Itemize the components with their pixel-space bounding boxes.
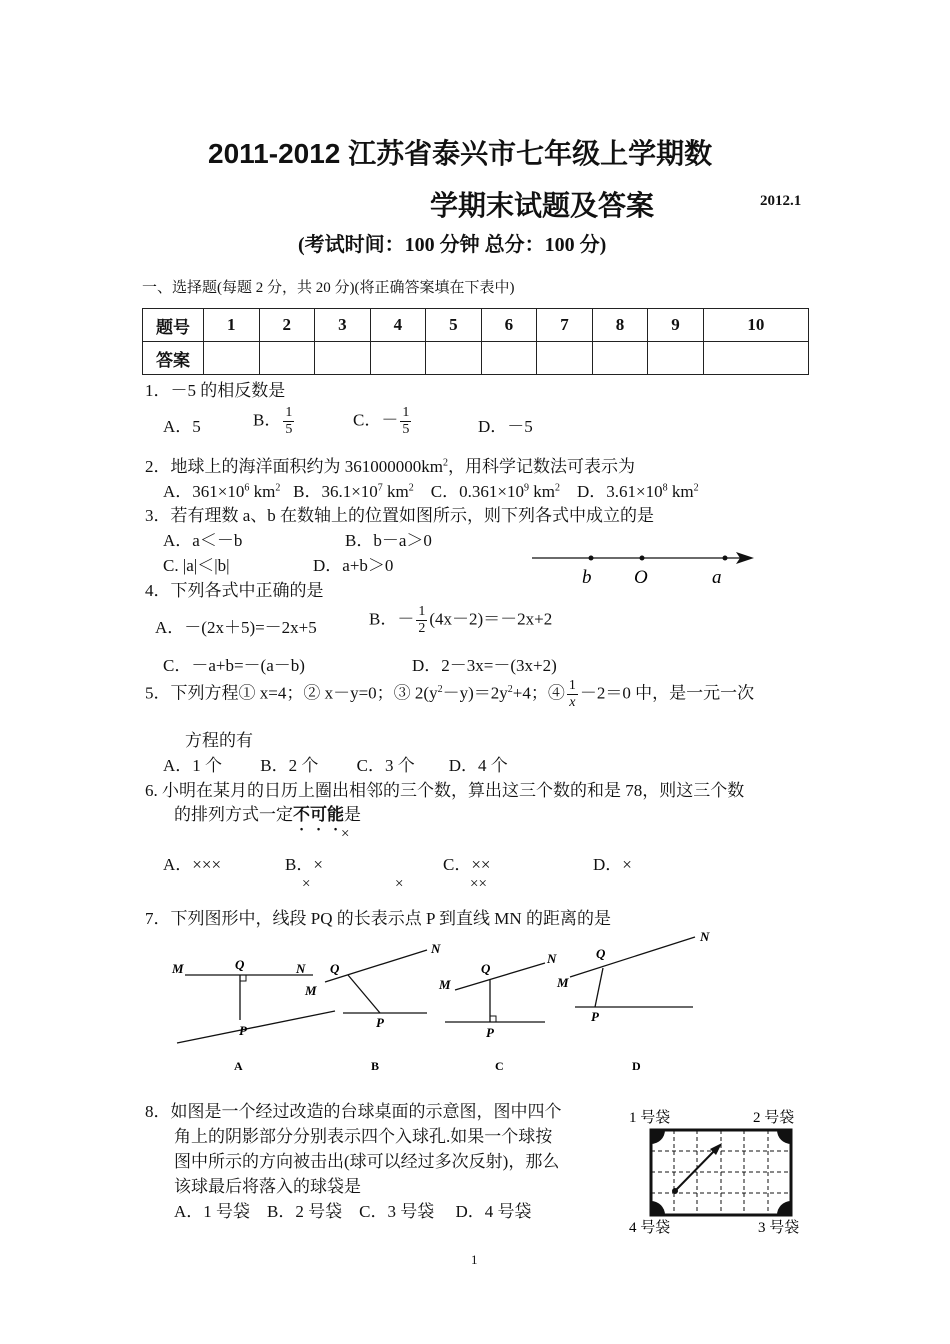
- q4-stem: 4．下列各式中正确的是: [145, 581, 324, 600]
- unit: km: [667, 482, 694, 501]
- table-cell-number: 2: [259, 309, 315, 342]
- stem-text: 5．下列方程① x=4；② x－y=0；③ 2(y: [145, 683, 438, 703]
- table-cell-number: 7: [537, 309, 593, 342]
- table-cell-number: 9: [648, 309, 704, 342]
- q4-option-c: C．－a+b=－(a－b): [163, 656, 305, 675]
- table-cell-number: 6: [481, 309, 537, 342]
- q3-option-c: C. |a|＜|b|: [163, 556, 230, 575]
- pocket-4: [651, 1201, 665, 1215]
- table-cell-label: 题号: [143, 309, 204, 342]
- superscript: 2: [554, 482, 560, 494]
- page-title-line2: 学期末试题及答案: [430, 190, 655, 221]
- fraction-numerator: 1: [402, 405, 410, 420]
- emphasized-text: 不可能: [293, 805, 344, 824]
- page-number: 1: [471, 1252, 478, 1267]
- ball: [672, 1188, 678, 1194]
- q1-option-a: A．5: [163, 417, 201, 436]
- answer-cell[interactable]: [370, 342, 426, 375]
- option-text: C．0.361×10: [430, 482, 524, 501]
- q8-line2: 角上的阴影部分分别表示四个入球孔.如果一个球按: [174, 1127, 553, 1146]
- label-m: M: [305, 983, 317, 998]
- answer-cell[interactable]: [259, 342, 315, 375]
- q2-options: [163, 477, 699, 502]
- exam-date: 2012.1: [760, 193, 802, 209]
- table-cell-number: 10: [703, 309, 808, 342]
- label-m: M: [439, 977, 451, 992]
- q2-stem-text: ，用科学记数法可表示为: [447, 457, 635, 476]
- q2-option-d: [577, 482, 699, 501]
- q2-option-b: [293, 482, 414, 501]
- label-q: Q: [330, 961, 340, 976]
- q6-d-under: ×: [395, 876, 404, 892]
- stem-text: +4；④: [512, 683, 565, 703]
- stem-text: 的排列方式一定: [174, 805, 293, 824]
- unit: km: [528, 482, 555, 501]
- figure-b: [304, 941, 441, 1073]
- label-m: M: [172, 961, 184, 976]
- figure-c: [438, 951, 557, 1073]
- pocket-3: [777, 1201, 791, 1215]
- label-m: M: [557, 975, 569, 990]
- q2-option-a: [163, 482, 280, 501]
- q1-option-b: [253, 405, 296, 438]
- number-line-figure: [528, 545, 758, 590]
- fraction-denominator: x: [569, 695, 576, 710]
- option-text: D．3.61×10: [576, 482, 663, 501]
- stem-text: －2＝0 中，是一元一次: [579, 683, 755, 703]
- billiard-table-figure: [625, 1104, 820, 1239]
- q4-option-b: [369, 604, 552, 637]
- superscript: 7: [377, 482, 383, 494]
- point-a: [723, 556, 728, 561]
- answer-cell[interactable]: [315, 342, 371, 375]
- fraction-numerator: 1: [418, 604, 426, 619]
- figure-a: [171, 957, 335, 1073]
- label-q: Q: [596, 946, 606, 961]
- q8-line1: 8．如图是一个经过改造的台球桌面的示意图，图中四个: [145, 1102, 562, 1121]
- point-b: [589, 556, 594, 561]
- answer-cell[interactable]: [592, 342, 648, 375]
- figure-label-b: B: [371, 1059, 380, 1073]
- pocket-1: [651, 1130, 665, 1144]
- option-text: B．－: [369, 609, 415, 629]
- q6-stem-line2: [174, 800, 361, 834]
- q6-stem-line1: 6. 小明在某月的日历上圈出相邻的三个数，算出这三个数的和是 78，则这三个数: [145, 781, 745, 800]
- figure-d: [556, 929, 710, 1073]
- superscript: 9: [523, 482, 529, 494]
- superscript: 2: [275, 482, 281, 494]
- q5-stem: [145, 678, 754, 711]
- q7-stem: 7．下列图形中，线段 PQ 的长表示点 P 到直线 MN 的距离的是: [145, 909, 611, 928]
- unit: km: [382, 482, 409, 501]
- q1-option-d: D．－5: [478, 417, 533, 436]
- pocket-2-label: 2 号袋: [753, 1110, 795, 1126]
- superscript: 2: [437, 683, 443, 695]
- q7-figures: [165, 925, 735, 1080]
- q4-fraction: [416, 604, 427, 637]
- table-cell-label: 答案: [143, 342, 204, 375]
- q6-c-under: ××: [470, 876, 487, 892]
- table-cell-number: 1: [204, 309, 260, 342]
- answer-cell[interactable]: [648, 342, 704, 375]
- superscript: 2: [693, 482, 699, 494]
- q8-options: A．1 号袋 B．2 号袋 C．3 号袋 D．4 号袋: [174, 1202, 532, 1221]
- table-cell-number: 8: [592, 309, 648, 342]
- q1-c-label: C．－: [353, 410, 399, 430]
- label-o: O: [634, 567, 648, 588]
- answer-cell[interactable]: [204, 342, 260, 375]
- q5-options: A．1 个 B．2 个 C．3 个 D．4 个: [163, 756, 508, 775]
- table-cell-number: 3: [315, 309, 371, 342]
- superscript: 2: [408, 482, 414, 494]
- figure-label-a: A: [234, 1059, 243, 1073]
- q6-b-under: ×: [302, 876, 311, 892]
- q2-option-c: [431, 482, 560, 501]
- label-p: P: [591, 1009, 599, 1024]
- unit: km: [249, 482, 276, 501]
- q4-option-a: A．－(2x＋5)=－2x+5: [155, 618, 317, 637]
- answer-cell[interactable]: [481, 342, 537, 375]
- label-q: Q: [235, 957, 245, 972]
- answer-table: [142, 308, 809, 375]
- q1-option-c: [353, 405, 413, 438]
- q1-b-fraction: [283, 405, 294, 438]
- label-b: b: [582, 567, 592, 588]
- grid-lines: [651, 1130, 791, 1215]
- option-text: (4x－2)＝－2x+2: [429, 609, 553, 629]
- fraction-denominator: 2: [418, 621, 426, 636]
- q3-option-a: A．a＜－b: [163, 531, 243, 550]
- section-heading: 一、选择题(每题 2 分，共 20 分)(将正确答案填在下表中): [142, 280, 515, 296]
- fraction-denominator: 5: [402, 422, 410, 437]
- label-a: a: [712, 567, 722, 588]
- q6-mark-top: ×: [341, 826, 350, 842]
- q6-option-c: C．××: [443, 855, 491, 874]
- pocket-1-label: 1 号袋: [629, 1110, 671, 1126]
- q3-option-b: B．b－a＞0: [345, 531, 432, 550]
- answer-cell[interactable]: [537, 342, 593, 375]
- label-n: N: [296, 961, 306, 976]
- stem-text: 是: [344, 805, 361, 824]
- q1-b-label: B．: [253, 410, 282, 430]
- q8-line4: 该球最后将落入的球袋是: [174, 1177, 361, 1196]
- table-cell-number: 5: [426, 309, 482, 342]
- pocket-2: [777, 1130, 791, 1144]
- q2-stem: [145, 452, 635, 477]
- q2-stem-text: 2．地球上的海洋面积约为 361000000km: [145, 457, 443, 476]
- q4-option-d: D．2－3x=－(3x+2): [412, 656, 557, 675]
- q3-option-d: D．a+b＞0: [313, 556, 394, 575]
- fraction-denominator: 5: [285, 422, 293, 437]
- q1-c-fraction: [400, 405, 411, 438]
- pocket-4-label: 4 号袋: [629, 1220, 671, 1236]
- q3-stem: 3．若有理数 a、b 在数轴上的位置如图所示，则下列各式中成立的是: [145, 506, 655, 525]
- label-n: N: [700, 929, 710, 944]
- label-n: N: [547, 951, 557, 966]
- superscript: 8: [662, 482, 668, 494]
- q8-line3: 图中所示的方向被击出(球可以经过多次反射)，那么: [174, 1152, 560, 1171]
- stem-text: －y)＝2y: [442, 683, 508, 703]
- q6-option-a: A．×××: [163, 855, 222, 874]
- q5-stem-line2: 方程的有: [185, 731, 253, 750]
- exam-info: (考试时间：100 分钟 总分：100 分): [298, 234, 607, 256]
- answer-cell[interactable]: [426, 342, 482, 375]
- figure-label-c: C: [495, 1059, 504, 1073]
- figure-label-d: D: [632, 1059, 641, 1073]
- point-o: [640, 556, 645, 561]
- fraction-numerator: 1: [568, 678, 576, 693]
- table-cell-number: 4: [370, 309, 426, 342]
- superscript: 2: [442, 457, 448, 469]
- q5-fraction: [567, 678, 578, 711]
- table-row-answers: [143, 342, 809, 375]
- option-text: B．36.1×10: [293, 482, 378, 501]
- answer-cell[interactable]: [703, 342, 808, 375]
- fraction-numerator: 1: [285, 405, 293, 420]
- q6-option-d: D．×: [593, 855, 632, 874]
- q1-stem: 1．－5 的相反数是: [145, 381, 286, 400]
- label-p: P: [376, 1015, 384, 1030]
- q6-option-b: B．×: [285, 855, 323, 874]
- superscript: 2: [507, 683, 513, 695]
- table-row-numbers: [143, 309, 809, 342]
- page-title-line1: 2011-2012 江苏省泰兴市七年级上学期数: [208, 138, 713, 169]
- pocket-3-label: 3 号袋: [758, 1220, 800, 1236]
- label-q: Q: [481, 961, 491, 976]
- label-n: N: [431, 941, 441, 956]
- label-p: P: [239, 1023, 247, 1038]
- label-p: P: [486, 1025, 494, 1040]
- option-text: A．361×10: [163, 482, 245, 501]
- superscript: 6: [244, 482, 250, 494]
